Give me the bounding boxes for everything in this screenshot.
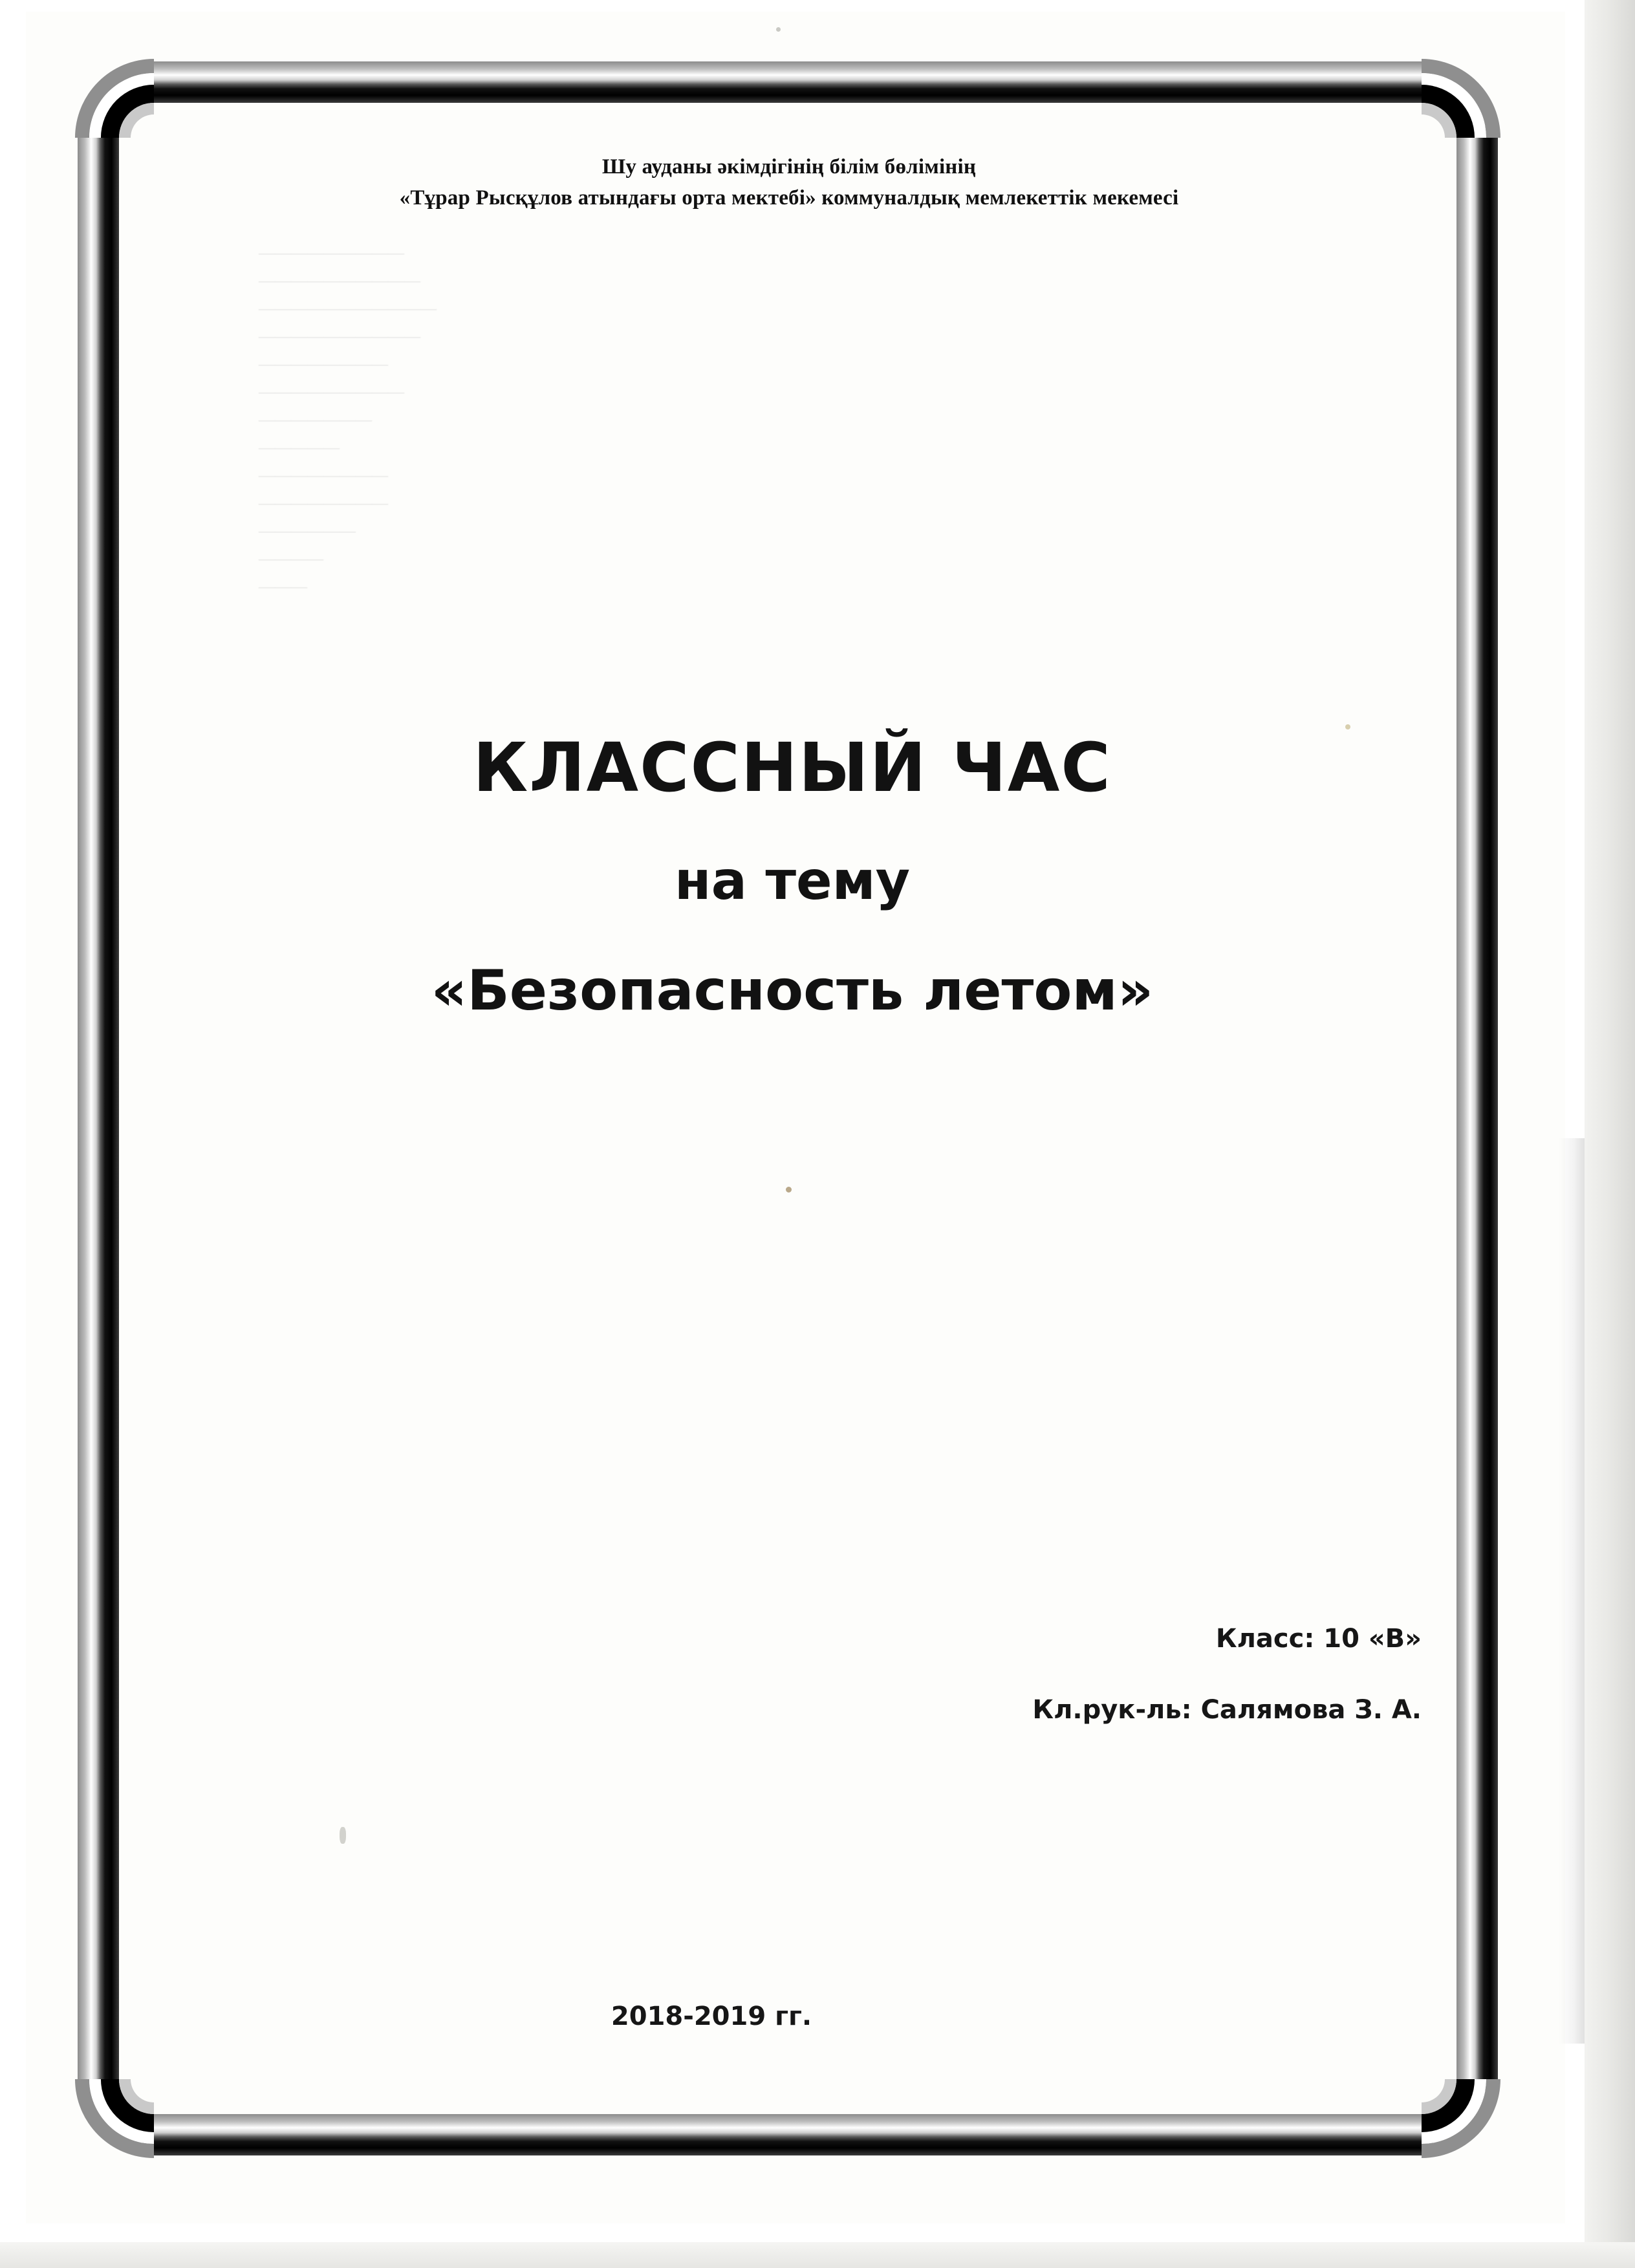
meta-block [1032, 1623, 1422, 1725]
bleed-through-line: ————————— [259, 244, 404, 262]
bleed-through-line: —————————— [259, 328, 420, 345]
document-header [155, 152, 1423, 214]
title-subline: на тему [674, 850, 911, 913]
bleed-through-line: —————— [259, 523, 356, 540]
border-corner-bottom-right [1422, 2079, 1512, 2170]
border-bar-bottom [142, 2114, 1433, 2155]
bleed-through-line: ———————— [259, 495, 388, 512]
bleed-through-line: ——— [259, 578, 307, 596]
bleed-through-line: ———— [259, 550, 323, 568]
header-line-2: «Тұрар Рысқұлов атындағы орта мектебі» коммуналдық мемлекеттік мекемесі [399, 186, 1179, 210]
border-corner-top-left [63, 47, 154, 138]
teacher-label: Кл.рук-ль: Салямова З. А. [1032, 1695, 1422, 1725]
scan-page-fold [1559, 1138, 1585, 2044]
header-line-1: Шу ауданы әкімдігінің білім бөлімінің [601, 155, 977, 178]
bleed-through-line: ————————— [259, 383, 404, 401]
class-label: Класс: 10 «В» [1215, 1624, 1422, 1654]
border-corner-top-right [1422, 47, 1512, 138]
bleed-through-line: ——————— [259, 411, 372, 429]
border-corner-bottom-left [63, 2079, 154, 2170]
scan-bottom-edge [0, 2242, 1635, 2268]
bleed-through-line: ———————— [259, 356, 388, 373]
border-bar-top [142, 61, 1433, 103]
title-block [194, 728, 1391, 1023]
border-bar-right [1456, 126, 1498, 2091]
border-bar-left [78, 126, 119, 2091]
title-topic: «Безопасность летом» [431, 958, 1154, 1023]
bleed-through-line: —————————— [259, 272, 420, 290]
scan-right-edge [1585, 0, 1635, 2268]
scan-speck [776, 27, 781, 32]
page-title: КЛАССНЫЙ ЧАС [473, 728, 1112, 807]
bleed-through-line: ——————————— [259, 300, 437, 318]
bleed-through-line: ———————— [259, 467, 388, 484]
footer-year: 2018-2019 гг. [611, 2002, 812, 2031]
bleed-through-text [259, 239, 530, 601]
bleed-through-line: ————— [259, 439, 340, 457]
